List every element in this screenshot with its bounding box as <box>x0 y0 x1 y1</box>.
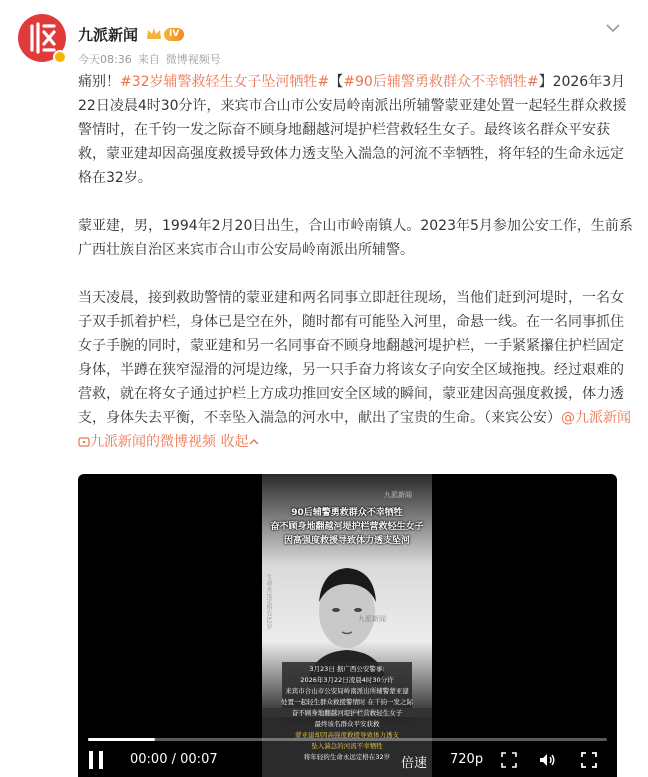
time-display: 00:00 / 00:07 <box>130 752 218 767</box>
video-caption-6: 最终该名群众平安获救 <box>314 720 380 728</box>
crown-icon <box>146 27 162 41</box>
level-badge: IV <box>164 28 184 41</box>
current-time: 00:00 <box>130 752 168 767</box>
post-time: 今天08:36 <box>78 53 132 66</box>
paragraph-3: 当天凌晨，接到救助警情的蒙亚建和两名同事立即赶往现场，当他们赶到河堤时，一名女子双手抓着护栏，身体已是空在外，随时都有可能坠入河里，命悬一线。在一名同事抓住女子手腕的同时，蒙亚建和另一名同事奋不顾身地翻越河堤护栏，一手紧紧攥住护栏固定身体，半蹲在狭窄湿滑的河堤边缘，另一只手奋力将该女子向安全区域拖拽。经过艰难的营救，就在将女子通过护栏上方成功推回安全区域的瞬间，蒙亚建因高强度救援，体力透支，身体失去平衡，不幸坠入湍急的河水中，献出了宝贵的生命。（来宾公安）@九派新闻 九派新闻的微博视频 收起 <box>78 290 631 450</box>
paragraph-1-body: 2026年3月22日凌晨4时30分许，来宾市合山市公安局岭南派出所辅警蒙亚建处置一起轻生群众救援警情时，在千钧一发之际奋不顾身地翻越河堤护栏营救轻生女子。最终该名群众平安获救，蒙亚建却因高强度救援导致体力透支坠入湍急的河流不幸牺牲，将年轻的生命永远定格在32岁。 <box>78 74 627 186</box>
video-caption-2: 2026年3月22日凌晨4时30分许 <box>300 676 394 684</box>
speed-button[interactable]: 倍速 <box>401 756 428 771</box>
progress-fill <box>88 738 155 741</box>
collapse-link[interactable]: 收起 <box>220 434 249 450</box>
volume-icon[interactable] <box>538 751 556 769</box>
control-bar <box>78 744 617 777</box>
topic-tag-1[interactable]: #32岁辅警救轻生女子坠河牺牲# <box>120 74 330 90</box>
video-watermark-mid: 九派新闻 <box>358 615 386 623</box>
video-caption-1: 3月23日 据广西公安警事: <box>309 665 385 673</box>
duration: 00:07 <box>180 752 218 767</box>
video-link[interactable]: 九派新闻的微博视频 <box>90 434 216 450</box>
video-title-line1: 90后辅警勇救群众不幸牺牲 <box>291 508 403 518</box>
topic-tag-2[interactable]: #90后辅警勇救群众不幸牺牲# <box>343 74 539 90</box>
chevron-up-icon[interactable] <box>248 436 260 448</box>
video-title-line2: 奋不顾身地翻越河堤护栏营救轻生女子 <box>270 522 424 532</box>
video-caption-9: 将年轻的生命永远定格在32岁 <box>303 753 391 761</box>
progress-bar[interactable] <box>88 738 607 741</box>
paragraph-1: 痛别！#32岁辅警救轻生女子坠河牺牲#【#90后辅警勇救群众不幸牺牲#】2026年3月22日凌晨4时30分许，来宾市合山市公安局岭南派出所辅警蒙亚建处置一起轻生群众救援警情时，在千钧一发之际奋不顾身地翻越河堤护栏营救轻生女子。最终该名群众平安获救，蒙亚建却因高强度救援导致体力透支坠入湍急的河流不幸牺牲，将年轻的生命永远定格在32岁。 <box>78 74 627 186</box>
video-side-text: 生命永远定格在32岁 <box>265 574 272 630</box>
pause-icon[interactable] <box>88 750 104 770</box>
source-prefix: 来自 <box>137 53 160 66</box>
video-player[interactable] <box>78 474 617 777</box>
post-source[interactable]: 微博视频号 <box>165 53 221 66</box>
video-watermark-top: 九派新闻 <box>384 491 412 499</box>
author-row <box>78 24 184 44</box>
video-link-icon <box>78 436 90 448</box>
video-caption-7: 蒙亚建却因高强度救援导致体力透支 <box>295 731 399 739</box>
video-caption-8: 坠入湍急的河流不幸牺牲 <box>311 742 383 750</box>
video-caption-3: 来宾市合山市公安局岭南派出所辅警蒙亚建 <box>285 687 409 695</box>
mention-link[interactable]: @九派新闻 <box>561 410 631 426</box>
video-title-line3: 因高强度救援导致体力透支坠河 <box>283 536 410 546</box>
video-caption-5: 奋不顾身地翻越河堤护栏营救轻生女子 <box>262 708 432 717</box>
fullscreen-icon[interactable] <box>580 751 598 769</box>
video-frame <box>262 474 432 777</box>
verified-badge-icon <box>53 50 67 64</box>
chevron-down-icon[interactable] <box>604 22 622 34</box>
paragraph-2: 蒙亚建，男，1994年2月20日出生，合山市岭南镇人。2023年5月参加公安工作，生前系广西壮族自治区来宾市合山市公安局岭南派出所辅警。 <box>78 218 633 258</box>
author-name[interactable]: 九派新闻 <box>78 25 139 44</box>
post-meta <box>78 51 221 67</box>
pip-icon[interactable] <box>500 751 518 769</box>
post-header <box>18 14 648 74</box>
video-caption-4: 处置一起轻生群众救援警情时 在千钧一发之际 <box>280 698 414 706</box>
quality-button[interactable]: 720p <box>450 752 484 767</box>
post-text <box>78 70 634 454</box>
